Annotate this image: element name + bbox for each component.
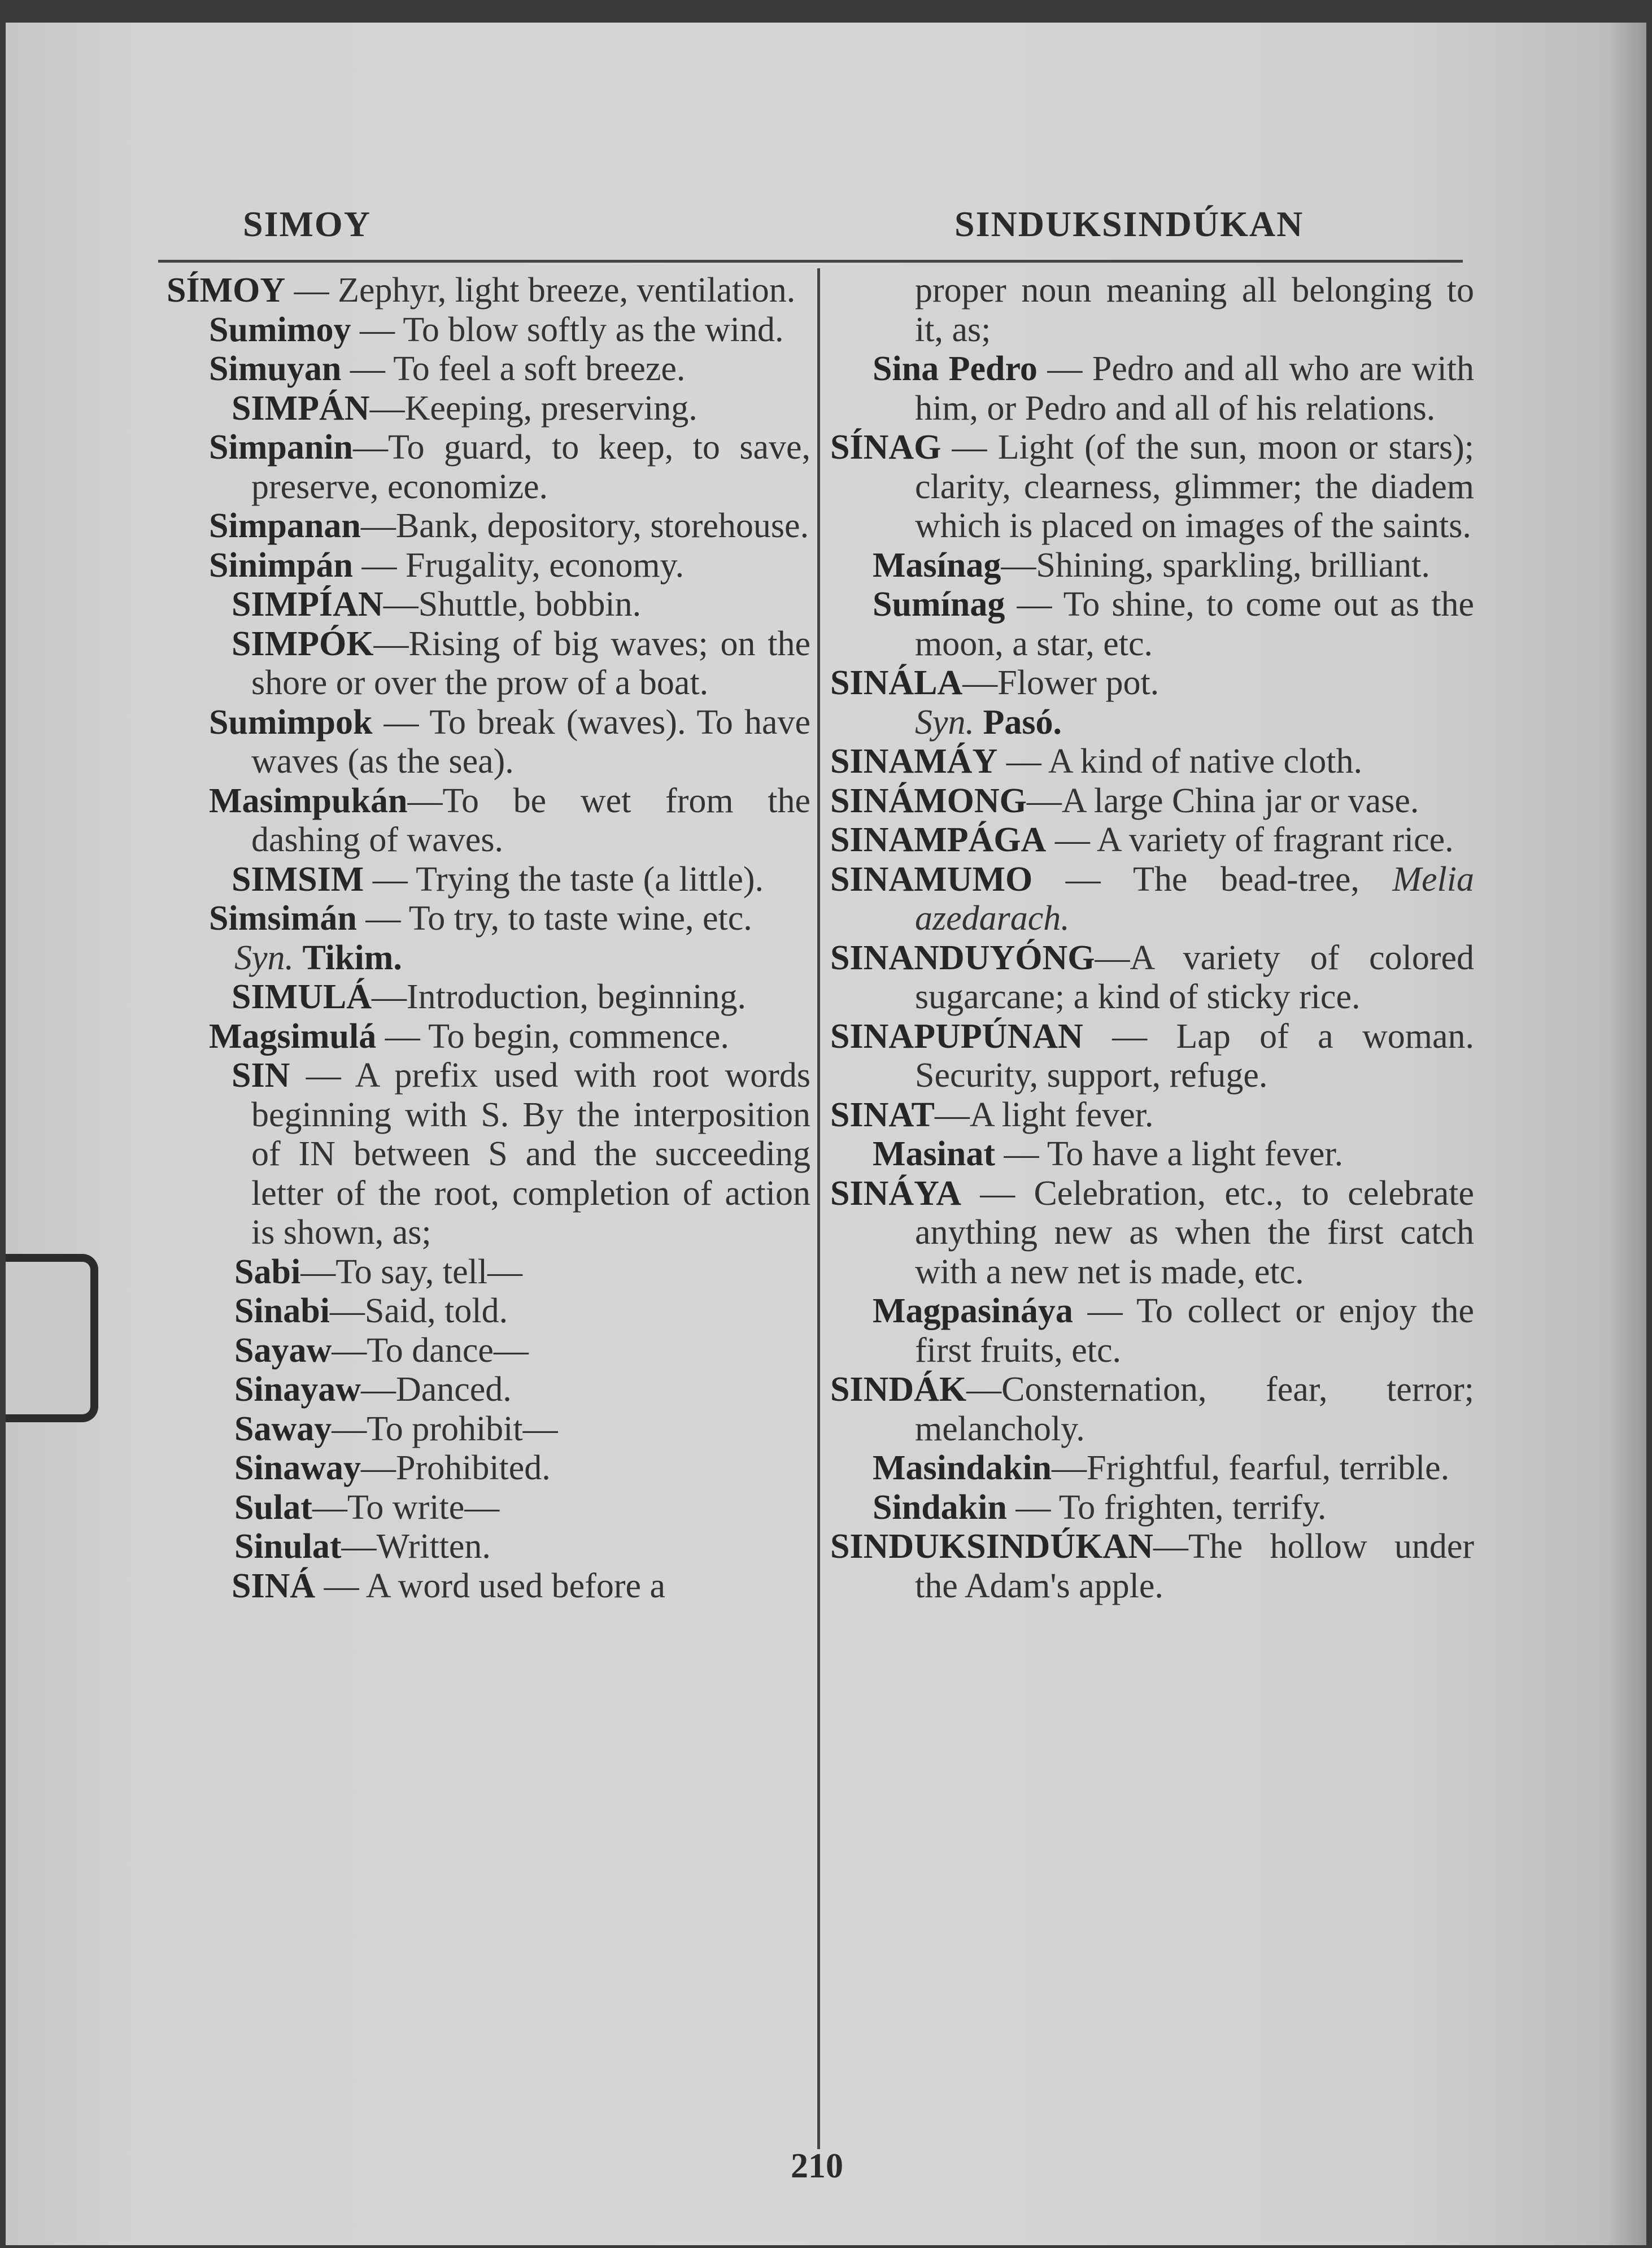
entry: Masimpukán—To be wet from the dashing of waves.	[209, 781, 810, 859]
entry: Simpanin—To guard, to keep, to save, preserve, economize.	[209, 428, 810, 506]
entry: Masindakin—Frightful, fearful, terrible.	[873, 1449, 1450, 1487]
entry-continuation: proper noun meaning all belonging to it, as;	[915, 271, 1474, 349]
entry: Sumimoy — To blow softly as the wind.	[209, 310, 784, 349]
entry: Sindakin — To frighten, terrify.	[873, 1488, 1327, 1527]
entry: SINÁYA — Celebration, etc., to celebrate anything new as when the first catch with a new net is made, etc.	[830, 1174, 1474, 1291]
entry: Sumimpok — To break (waves). To have waves (as the sea).	[209, 703, 810, 781]
entry: Magpasináya — To collect or enjoy the first fruits, etc.	[873, 1292, 1474, 1370]
entry: SIMPÓK—Rising of big waves; on the shore or over the prow of a boat.	[232, 624, 810, 702]
entry: Simsimán — To try, to taste wine, etc.	[209, 899, 752, 938]
dictionary-page	[6, 23, 1646, 2245]
example-line: Sayaw—To dance—	[234, 1331, 529, 1370]
running-head-right: SINDUKSINDÚKAN	[954, 204, 1304, 244]
example-line: Saway—To prohibit—	[234, 1409, 558, 1448]
example-line: Sinaway—Prohibited.	[234, 1449, 551, 1487]
entry: Masínag—Shining, sparkling, brilliant.	[873, 546, 1430, 585]
running-head-left: SIMOY	[243, 204, 371, 244]
example-line: Sabi—To say, tell—	[234, 1252, 523, 1291]
page-edge-shadow	[1607, 23, 1646, 2245]
entry: SIMSIM — Trying the taste (a little).	[232, 860, 764, 899]
entry: SINANDUYÓNG—A variety of colored sugarcane; a kind of sticky rice.	[830, 938, 1474, 1016]
entry: Sina Pedro — Pedro and all who are with him, or Pedro and all of his relations.	[873, 350, 1474, 428]
entry: SÍNAG — Light (of the sun, moon or stars); clarity, clearness, glimmer; the diadem which is placed on images of the saints.	[830, 428, 1474, 545]
entry: SINAMUMO — The bead-tree, Melia azedarach.	[830, 860, 1474, 938]
entry: Sumínag — To shine, to come out as the moon, a star, etc.	[873, 585, 1474, 663]
synonym-line: Syn. Tikim.	[234, 938, 402, 977]
entry: SINAMPÁGA — A variety of fragrant rice.	[830, 821, 1454, 859]
header-rule	[158, 260, 1463, 263]
entry: SIMULÁ—Introduction, beginning.	[232, 978, 746, 1016]
example-line: Sinayaw—Danced.	[234, 1370, 512, 1409]
entry: SINÁ — A word used before a	[232, 1566, 666, 1605]
entry: SINDÁK—Consternation, fear, terror; melancholy.	[830, 1370, 1474, 1448]
example-line: Sinabi—Said, told.	[234, 1292, 508, 1330]
page-number: 210	[791, 2147, 843, 2185]
entry: Sinimpán — Frugality, economy.	[209, 546, 685, 585]
entry: Simpanan—Bank, depository, storehouse.	[209, 507, 809, 545]
entry: SIMPÁN—Keeping, preserving.	[232, 389, 698, 428]
entry: SÍMOY — Zephyr, light breeze, ventilation.	[167, 271, 796, 310]
column-divider	[817, 268, 820, 2149]
example-line: Sulat—To write—	[234, 1488, 500, 1527]
entry: SINAPUPÚNAN — Lap of a woman. Security, support, refuge.	[830, 1017, 1474, 1095]
entry: Magsimulá — To begin, commence.	[209, 1017, 729, 1056]
entry: SIMPÍAN—Shuttle, bobbin.	[232, 585, 642, 624]
entry: SINDUKSINDÚKAN—The hollow under the Adam's apple.	[830, 1527, 1474, 1605]
entry: SINÁLA—Flower pot.	[830, 664, 1160, 702]
entry: SINAMÁY — A kind of native cloth.	[830, 742, 1362, 781]
entry: Simuyan — To feel a soft breeze.	[209, 350, 686, 388]
entry: SIN — A prefix used with root words beginning with S. By the interposition of IN between S and the succeeding letter of the root, completion of action is shown, as;	[232, 1056, 810, 1252]
entry: SINÁMONG—A large China jar or vase.	[830, 781, 1419, 820]
right-column	[830, 271, 1474, 1606]
synonym-line: Syn. Pasó.	[915, 703, 1062, 742]
left-column	[167, 271, 810, 1606]
page-tab-marker	[6, 1254, 98, 1422]
example-line: Sinulat—Written.	[234, 1527, 491, 1566]
entry: SINAT—A light fever.	[830, 1095, 1154, 1134]
entry: Masinat — To have a light fever.	[873, 1135, 1344, 1173]
